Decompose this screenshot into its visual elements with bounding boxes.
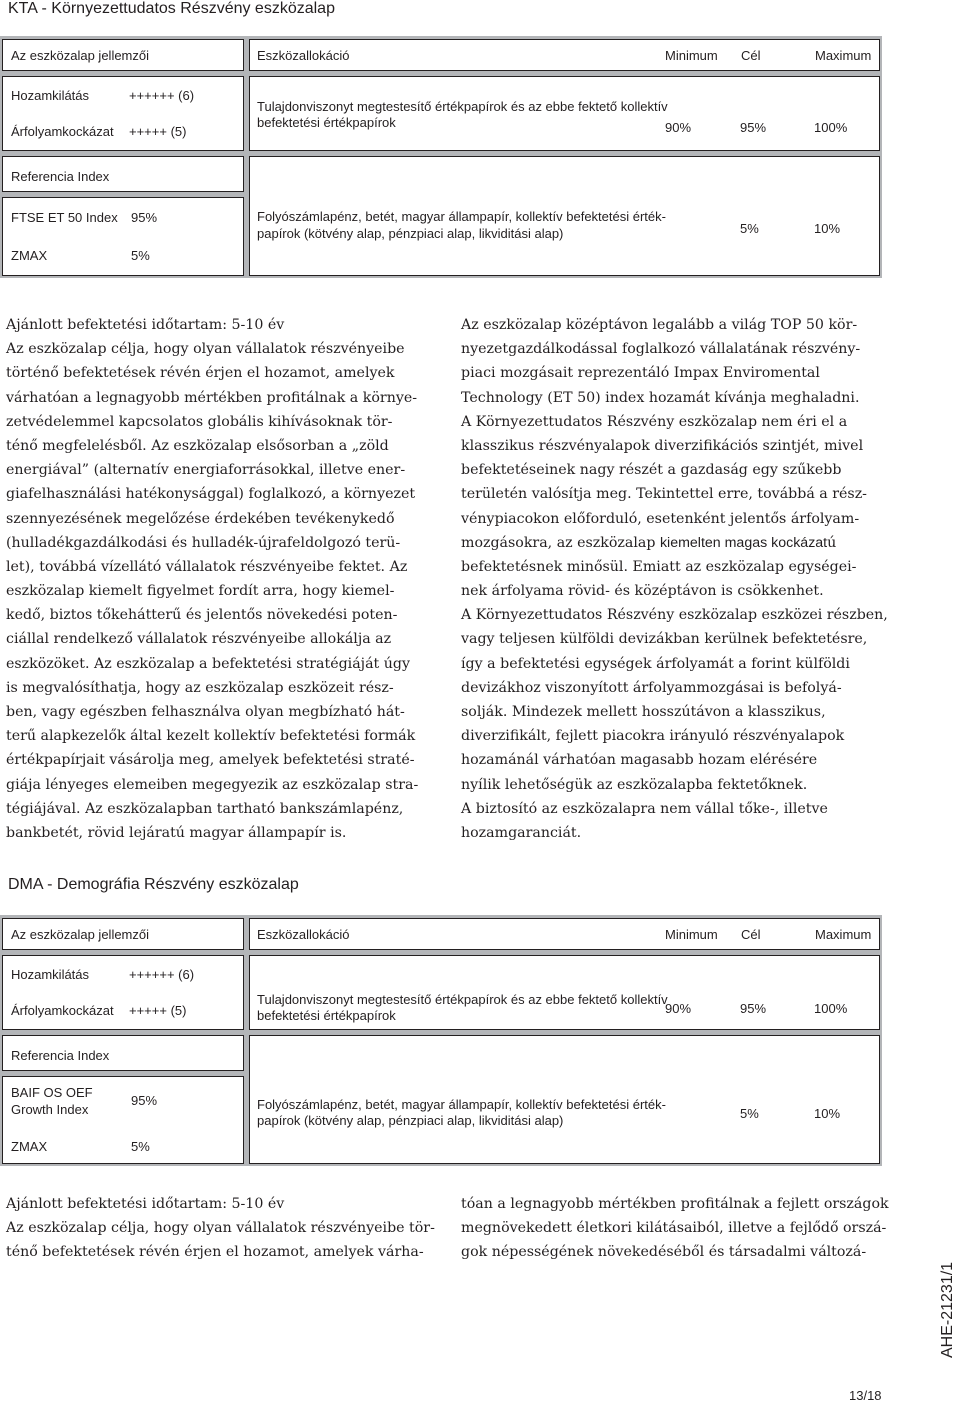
- text-line: vagy teljesen külföldi devizákban kerülnek befektetésre,: [461, 631, 868, 648]
- kta-header-target: Cél: [741, 48, 761, 63]
- text-line: diverzifikált, fejlett piacokra irányuló részvényalapok: [461, 728, 845, 745]
- text-line: mozgásokra, az eszközalap kiemelten magas kockázatú: [461, 534, 837, 551]
- text-line: A biztosító az eszközalapra nem vállal tőke-, illetve: [461, 800, 828, 817]
- text-line: tégiájával. Az eszközalapban tartható bankszámlapénz,: [6, 800, 404, 817]
- text-line: zetvédelemmel kapcsolatos globális kihívásoknak tör-: [6, 413, 393, 430]
- text-line: is megvalósíthatja, hogy az eszközalap eszközeit rész-: [6, 679, 394, 696]
- dma-left-text: [6, 1192, 435, 1265]
- dma-title: DMA - Demográfia Részvény eszközalap: [8, 876, 299, 893]
- text-line: A Környezettudatos Részvény eszközalap eszközei részben,: [461, 607, 888, 624]
- kta-return-risk: Hozamkilátás ++++++ (6) Árfolyamkockázat +++++ (5): [2, 76, 244, 151]
- page-number: 13/18: [849, 1388, 882, 1403]
- kta-alloc-money: Folyószámlapénz, betét, magyar állampapír, kollektív befektetési érték- papírok (kötvény alap, pénzpiaci alap, likviditási alap) 5% 10%: [249, 156, 880, 276]
- text-line: eszközöket. Az eszközalap a befektetési stratégiáját úgy: [6, 655, 410, 672]
- text-line: Ajánlott befektetési időtartam: 5-10 év: [6, 317, 285, 333]
- kta-ref-index-label: Referencia Index: [2, 156, 244, 192]
- dma-header-allocation: Eszközallokáció Minimum Cél Maximum: [249, 918, 880, 950]
- text-line: ténő megfelelésből. Az eszközalap elsősorban a „zöld: [6, 437, 389, 454]
- text-line: történő befektetések révén érjen el hozamot, amelyek: [6, 365, 395, 382]
- text-line: nek árfolyama rövid- és középtávon is csökkenhet.: [461, 583, 824, 600]
- text-line: kedő, biztos tőkehátterű és jelentős növekedési poten-: [6, 607, 398, 624]
- text-line: vénypiacokon előforduló, esetenként jelentős árfolyam-: [461, 510, 860, 527]
- dma-header-target: Cél: [741, 927, 761, 942]
- highlight-risk: kiemelten magas kockázat: [659, 534, 828, 551]
- kta-header-allocation: Eszközallokáció Minimum Cél Maximum: [249, 39, 880, 71]
- kta-left-text: [6, 313, 418, 845]
- text-line: nyílik lehetőségük az eszközalapba fektetőknek.: [461, 776, 808, 793]
- text-line: giája lényeges elemeiben megegyezik az eszközalap stra-: [6, 776, 419, 793]
- text-line: befektetéseinek nagy részét a gazdaság egy szűkebb: [461, 462, 842, 479]
- dma-alloc-equity: Tulajdonviszonyt megtestesítő értékpapírok és az ebbe fektető kollektív befektetési értékpapírok 90% 95% 100%: [249, 955, 880, 1030]
- text-line: értékpapírjait vásárolja meg, amelyek befektetési straté-: [6, 752, 415, 769]
- text-line: eszközalap kiemelt figyelmet fordít arra, hogy kiemel-: [6, 583, 395, 600]
- dma-table: [0, 915, 882, 1166]
- kta-table: [0, 36, 882, 278]
- text-line: bankbetét, rövid lejáratú magyar állampapír is.: [6, 824, 347, 841]
- dma-header-min: Minimum: [665, 927, 718, 942]
- kta-header-characteristics: Az eszközalap jellemzői: [2, 39, 244, 71]
- kta-alloc-equity: Tulajdonviszonyt megtestesítő értékpapírok és az ebbe fektető kollektív befektetési értékpapírok 90% 95% 100%: [249, 76, 880, 151]
- dma-header-max: Maximum: [815, 927, 872, 942]
- kta-ref-index-values: FTSE ET 50 Index 95% ZMAX 5%: [2, 197, 244, 276]
- dma-ref-index-values: BAIF OS OEF Growth Index 95% ZMAX 5%: [2, 1076, 244, 1164]
- text-line: befektetésnek minősül. Emiatt az eszközalap egységei-: [461, 558, 857, 575]
- text-line: szennyezésének megelőzése érdekében tevékenykedő: [6, 510, 395, 527]
- kta-header-max: Maximum: [815, 48, 872, 63]
- text-line: A Környezettudatos Részvény eszközalap nem éri el a: [461, 413, 848, 430]
- dma-header-characteristics: Az eszközalap jellemzői: [2, 918, 244, 950]
- text-line: terű alapkezelők által kezelt kollektív befektetési formák: [6, 728, 416, 745]
- text-line: Az eszközalap középtávon legalább a világ TOP 50 kör-: [461, 317, 858, 333]
- dma-return-risk: Hozamkilátás ++++++ (6) Árfolyamkockázat +++++ (5): [2, 955, 244, 1030]
- dma-ref-index-label: Referencia Index: [2, 1035, 244, 1071]
- text-line: energiával” (alternatív energiaforrásokkal, illetve ener-: [6, 462, 406, 479]
- text-line: Az eszközalap célja, hogy olyan vállalatok részvényeibe tör-: [6, 1220, 435, 1237]
- text-line: devizákhoz viszonyított árfolyammozgásai is befolyá-: [461, 679, 842, 696]
- text-line: Ajánlott befektetési időtartam: 5-10 év: [6, 1196, 285, 1212]
- text-line: hozamgaranciát.: [461, 824, 582, 841]
- text-line: ben, vagy egészben felhasználva olyan megbízható hát-: [6, 704, 405, 720]
- text-line: (hulladékgazdálkodási és hulladék-újrafeldolgozó terü-: [6, 534, 401, 551]
- text-line: solják. Mindezek mellett hosszútávon a klasszikus,: [461, 704, 826, 720]
- text-line: let), továbbá vízellátó vállalatok részvényeibe fektet. Az: [6, 558, 408, 575]
- text-line: nyezetgazdálkodással foglalkozó vállalatának részvény-: [461, 341, 861, 358]
- text-line: ciállal rendelkező vállalatok részvényeibe allokálja az: [6, 631, 392, 648]
- kta-title: KTA - Környezettudatos Részvény eszközalap: [8, 0, 335, 17]
- text-line: Technology (ET 50) index hozamát kívánja meghaladni.: [461, 389, 860, 406]
- text-line: területén valósítja meg. Tekintettel erre, továbbá a rész-: [461, 486, 867, 503]
- dma-alloc-money: Folyószámlapénz, betét, magyar állampapír, kollektív befektetési érték- papírok (kötvény alap, pénzpiaci alap, likviditási alap) 5% 10%: [249, 1035, 880, 1164]
- text-line: várhatóan a legnagyobb mértékben profitálnak a környe-: [6, 389, 418, 406]
- text-line: Az eszközalap célja, hogy olyan vállalatok részvényeibe: [6, 341, 405, 358]
- text-line: így a befektetési egységek árfolyamát a forint külföldi: [461, 655, 850, 672]
- text-line: giafelhasználási hatékonysággal) foglalkozó, a környezet: [6, 486, 416, 503]
- kta-right-text: [461, 313, 888, 845]
- text-line: ténő befektetések révén érjen el hozamot, amelyek várha-: [6, 1244, 424, 1261]
- text-line: megnövekedett életkori kilátásaiból, illetve a fejlődő orszá-: [461, 1220, 887, 1237]
- document-code: AHE-21231/1: [939, 1261, 956, 1358]
- text-line: gok népességének növekedéséből és társadalmi változá-: [461, 1244, 867, 1261]
- text-line: piaci mozgásait reprezentáló Impax Enviromental: [461, 365, 820, 382]
- kta-header-min: Minimum: [665, 48, 718, 63]
- dma-right-text: [461, 1192, 889, 1265]
- text-line: klasszikus részvényalapok diverzifikációs szintjét, mivel: [461, 437, 864, 454]
- text-line: hozamánál várhatóan magasabb hozam elérésére: [461, 752, 818, 769]
- text-line: tóan a legnagyobb mértékben profitálnak a fejlett országok: [461, 1196, 889, 1212]
